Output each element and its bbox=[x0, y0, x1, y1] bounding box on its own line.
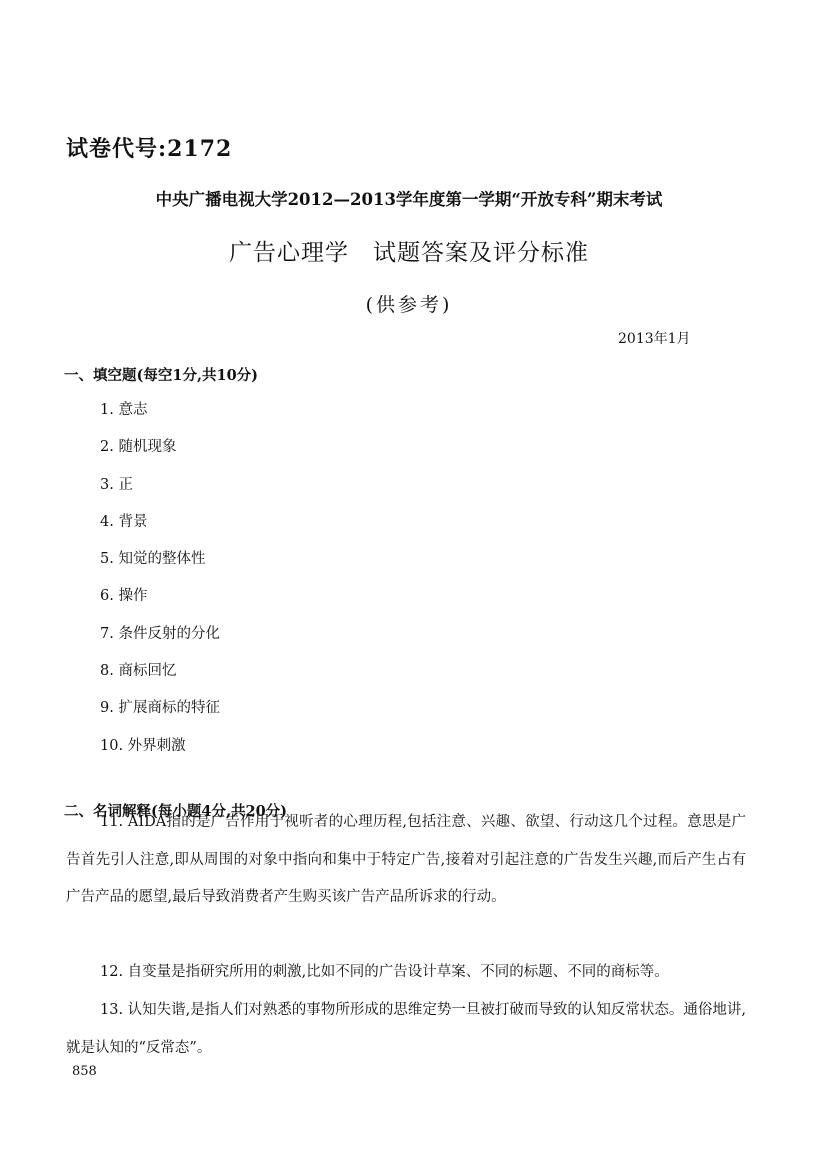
answer-paragraph-11 bbox=[66, 804, 746, 917]
exam-title: 中央广播电视大学2012—2013学年度第一学期“开放专科”期末考试 bbox=[155, 190, 663, 209]
answer-item: 3. 正 bbox=[100, 476, 133, 493]
answer-11-text: 11. AIDA指的是广告作用于视听者的心理历程,包括注意、兴趣、欲望、行动这几个过程。意思是广告首先引人注意,即从周围的对象中指向和集中于特定广告,接着对引起注意的广告发生兴趣,而后产生占有广告产品的愿望,最后导致消费者产生购买该广告产品所诉求的行动。 bbox=[66, 814, 746, 906]
answer-item: 5. 知觉的整体性 bbox=[100, 551, 206, 568]
answer-item: 10. 外界刺激 bbox=[100, 737, 186, 754]
answer-item: 2. 随机现象 bbox=[100, 439, 177, 456]
section-term-definitions-heading: 二、名词解释(每小题4分,共20分) bbox=[64, 803, 288, 820]
answer-item: 9. 扩展商标的特征 bbox=[100, 700, 220, 717]
reference-note: (供参考) bbox=[365, 294, 453, 316]
answer-item: 4. 背景 bbox=[100, 513, 148, 530]
answer-item: 8. 商标回忆 bbox=[100, 663, 177, 680]
answer-12-text: 12. 自变量是指研究所用的刺激,比如不同的广告设计草案、不同的标题、不同的商标等。 bbox=[100, 964, 669, 980]
answer-13-text: 13. 认知失谐,是指人们对熟悉的事物所形成的思维定势一旦被打破而导致的认知反常状态。通俗地讲,就是认知的“反常态”。 bbox=[66, 1002, 746, 1056]
fill-in-answers-list bbox=[100, 400, 220, 773]
answer-item: 7. 条件反射的分化 bbox=[100, 625, 220, 642]
paper-code: 试卷代号:2172 bbox=[66, 136, 233, 162]
answer-paragraph-12 bbox=[66, 954, 746, 992]
exam-date: 2013年1月 bbox=[618, 331, 691, 347]
answer-item: 6. 操作 bbox=[100, 588, 148, 605]
section-fill-in-blanks-heading: 一、填空题(每空1分,共10分) bbox=[64, 367, 259, 384]
answer-paragraph-13 bbox=[66, 992, 746, 1067]
answer-item: 1. 意志 bbox=[100, 402, 148, 418]
document-title: 广告心理学 试题答案及评分标准 bbox=[229, 240, 589, 266]
page-number: 858 bbox=[72, 1064, 97, 1079]
